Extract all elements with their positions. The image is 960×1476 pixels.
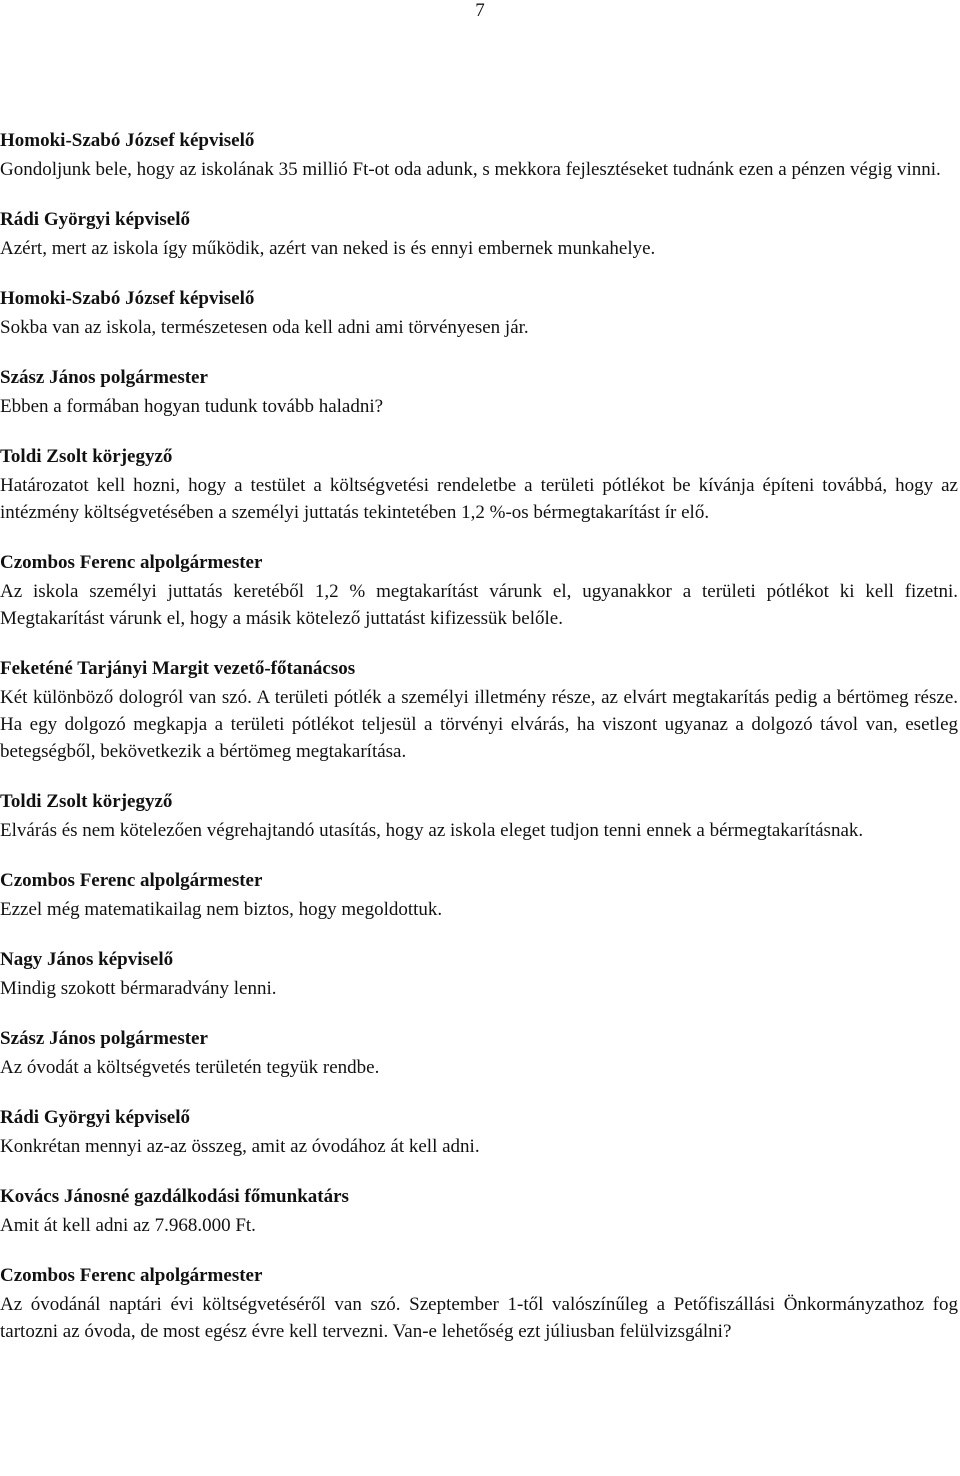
speech-entry [0, 288, 958, 341]
speech-text: Határozatot kell hozni, hogy a testület a költségvetési rendeletbe a területi pótlékot be kívánja építeni továbbá, hogy az intézmény költségvetésében a személyi juttatás tekintetében 1,2 %-os bérmegtakarítást ír elő. [0, 475, 958, 523]
speaker-name: Homoki-Szabó József képviselő [0, 288, 255, 309]
speech-entry [0, 1107, 958, 1160]
speaker-name: Rádi Györgyi képviselő [0, 1107, 191, 1128]
speech-entry [0, 1265, 958, 1345]
speech-text: Sokba van az iskola, természetesen oda kell adni ami törvényesen jár. [0, 317, 529, 338]
speaker-name: Rádi Györgyi képviselő [0, 209, 191, 230]
speech-text: Az óvodánál naptári évi költségvetéséről van szó. Szeptember 1-től valószínűleg a Petőfiszállási Önkormányzathoz fog tartozni az óvoda, de most egész évre kell tervezni. Van-e lehetőség ezt júliusban felülvizsgálni? [0, 1294, 958, 1342]
speech-entry [0, 1186, 958, 1239]
speaker-name: Kovács Jánosné gazdálkodási főmunkatárs [0, 1186, 349, 1207]
speech-entry [0, 367, 958, 420]
speech-text: Ebben a formában hogyan tudunk tovább haladni? [0, 396, 384, 417]
speech-text: Mindig szokott bérmaradvány lenni. [0, 978, 277, 999]
minutes-body [0, 130, 958, 1371]
speaker-name: Toldi Zsolt körjegyző [0, 446, 173, 467]
speaker-name: Homoki-Szabó József képviselő [0, 130, 255, 151]
speaker-name: Toldi Zsolt körjegyző [0, 791, 173, 812]
page-number: 7 [475, 0, 485, 21]
speech-entry [0, 791, 958, 844]
speech-text: Elvárás és nem kötelezően végrehajtandó utasítás, hogy az iskola eleget tudjon tenni ennek a bérmegtakarításnak. [0, 820, 864, 841]
speech-entry [0, 130, 958, 183]
speaker-name: Feketéné Tarjányi Margit vezető-főtanácsos [0, 658, 356, 679]
speech-entry [0, 209, 958, 262]
speaker-name: Czombos Ferenc alpolgármester [0, 1265, 263, 1286]
speech-entry [0, 949, 958, 1002]
speech-text: Az iskola személyi juttatás keretéből 1,2 % megtakarítást várunk el, ugyanakkor a területi pótlékot ki kell fizetni. Megtakarítást várunk el, hogy a másik kötelező juttatást kifizessük belőle. [0, 581, 958, 629]
speech-text: Az óvodát a költségvetés területén tegyük rendbe. [0, 1057, 380, 1078]
speaker-name: Czombos Ferenc alpolgármester [0, 870, 263, 891]
speech-text: Gondoljunk bele, hogy az iskolának 35 millió Ft-ot oda adunk, s mekkora fejlesztéseket tudnánk ezen a pénzen végig vinni. [0, 159, 941, 180]
speaker-name: Czombos Ferenc alpolgármester [0, 552, 263, 573]
speech-entry [0, 870, 958, 923]
speech-text: Két különböző dologról van szó. A területi pótlék a személyi illetmény része, az elvárt megtakarítás pedig a bértömeg része. Ha egy dolgozó megkapja a területi pótlékot teljesül a törvényi elvárás, ha viszont ugyanaz a dolgozó távol van, esetleg betegségből, bekövetkezik a bértömeg megtakarítása. [0, 687, 958, 762]
speech-text: Azért, mert az iskola így működik, azért van neked is és ennyi embernek munkahelye. [0, 238, 656, 259]
speaker-name: Szász János polgármester [0, 367, 208, 388]
speech-text: Konkrétan mennyi az-az összeg, amit az óvodához át kell adni. [0, 1136, 480, 1157]
speech-text: Ezzel még matematikailag nem biztos, hogy megoldottuk. [0, 899, 443, 920]
speech-entry [0, 658, 958, 765]
speech-text: Amit át kell adni az 7.968.000 Ft. [0, 1215, 256, 1236]
speaker-name: Szász János polgármester [0, 1028, 208, 1049]
speaker-name: Nagy János képviselő [0, 949, 174, 970]
speech-entry [0, 1028, 958, 1081]
speech-entry [0, 446, 958, 526]
speech-entry [0, 552, 958, 632]
